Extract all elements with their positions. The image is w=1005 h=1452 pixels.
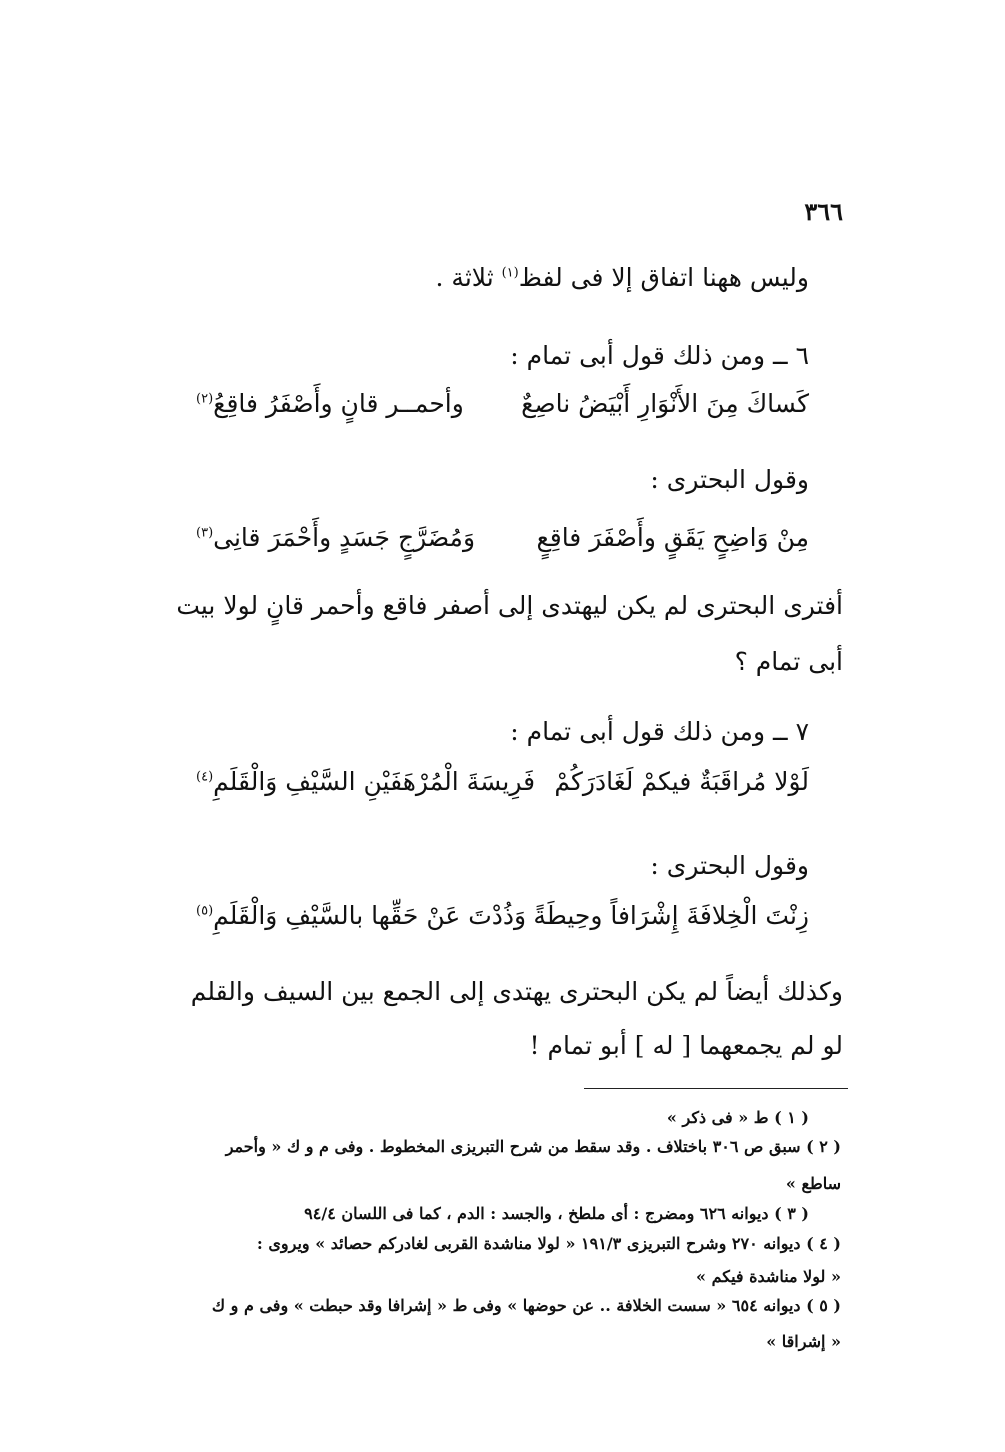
verse-second-hemistich <box>196 516 475 560</box>
footnote-ref: (٤) <box>196 769 214 785</box>
verse-first-hemistich: كَساكَ مِنَ الأَنْوَارِ أَبْيَضُ ناصِعٌ <box>521 389 809 418</box>
footnote-ref: (١) <box>501 265 519 281</box>
footnote: ( ٥ ) ديوانه ٦٥٤ « سست الخلافة .. عن حوضها » وفى ط « إشرافا وقد حبطت » وفى م و ك <box>211 1296 841 1315</box>
section-intro: وقول البحترى : <box>650 465 809 494</box>
footnote: ( ٤ ) ديوانه ٢٧٠ وشرح التبريزى ١٩١/٣ « لولا مناشدة القربى لغادركم حصائد » ويروى : <box>256 1234 841 1253</box>
footnote-divider <box>584 1088 848 1089</box>
footnote-continuation: « إشراقا » <box>766 1332 841 1351</box>
paragraph-line: لو لم يجمعهما [ له ] أبو تمام ! <box>529 1031 843 1060</box>
verse-second-hemistich <box>196 760 535 804</box>
paragraph-line: وكذلك أيضاً لم يكن البحترى يهتدى إلى الجمع بين السيف والقلم <box>190 977 843 1006</box>
verse-first-hemistich: مِنْ وَاضِحٍ يَقَقٍ وأَصْفَرَ فاقِعٍ <box>536 523 809 552</box>
paragraph-text: ثلاثة . <box>435 263 502 292</box>
footnote-ref: (٥) <box>196 903 214 919</box>
section-intro: ٦ ــ ومن ذلك قول أبى تمام : <box>510 341 809 370</box>
verse-second-hemistich <box>196 894 526 938</box>
section-intro: ٧ ــ ومن ذلك قول أبى تمام : <box>510 717 809 746</box>
footnote: ( ٢ ) سبق ص ٣٠٦ باختلاف . وقد سقط من شرح التبريزى المخطوط . وفى م و ك « وأحمر <box>225 1137 841 1156</box>
paragraph-line <box>436 258 809 298</box>
footnote-ref: (٣) <box>196 525 214 541</box>
verse-first-hemistich: لَوْلا مُراقَبَةٌ فيكمْ لَغَادَرَكُمْ <box>554 767 809 796</box>
paragraph-line: أفترى البحترى لم يكن ليهتدى إلى أصفر فاقع وأحمر قانٍ لولا بيت <box>176 591 843 620</box>
verse-second-hemistich <box>196 382 464 426</box>
paragraph-text: وليس ههنا اتفاق إلا فى لفظ <box>518 263 809 292</box>
verse-text: وَذُدْتَ عَنْ حَقِّها بالسَّيْفِ وَالْقَلَمِ <box>213 901 527 930</box>
footnote-ref: (٢) <box>196 391 214 407</box>
paragraph-line: أبى تمام ؟ <box>734 647 843 676</box>
footnote-continuation: « لولا مناشدة فيكم » <box>696 1267 841 1286</box>
footnote: ( ٣ ) ديوانه ٦٢٦ ومضرج : أى ملطخ ، والجسد : الدم ، كما فى اللسان ٩٤/٤ <box>304 1204 809 1223</box>
section-intro: وقول البحترى : <box>650 851 809 880</box>
page-number: ٣٦٦ <box>804 197 843 226</box>
footnote: ( ١ ) ط « فى ذكر » <box>666 1108 809 1127</box>
footnote-continuation: ساطع » <box>785 1174 841 1193</box>
verse-text: وَمُضَرَّجٍ جَسَدٍ وأَحْمَرَ قانِى <box>213 523 476 552</box>
verse-first-hemistich: زِنْتَ الْخِلافَةَ إِشْرَافاً وحِيطَةً <box>533 901 809 930</box>
verse-text: وأحمــر قانٍ وأَصْفَرُ فاقِعُ <box>213 389 464 418</box>
verse-text: فَرِيسَةَ الْمُرْهَفَيْنِ السَّيْفِ وَالْقَلَمِ <box>213 767 536 796</box>
